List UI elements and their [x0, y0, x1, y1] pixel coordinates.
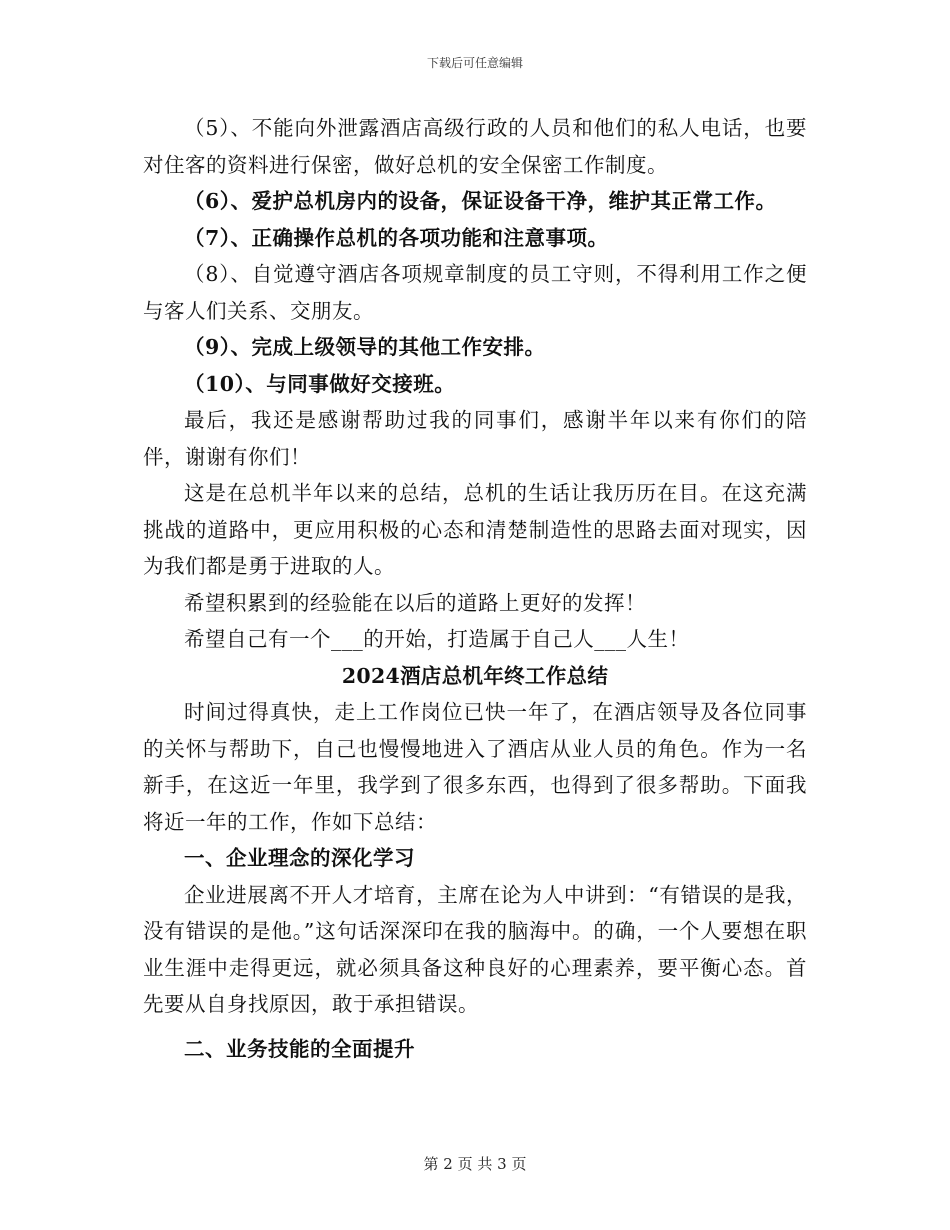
paragraph-item-10: （10）、与同事做好交接班。 [184, 371, 456, 396]
paragraph-item-5: （5）、不能向外泄露酒店高级行政的人员和他们的私人电话，也要对住客的资料进行保密，做好总机的安全保密工作制度。 [143, 116, 807, 177]
paragraph-summary: 这是在总机半年以来的总结，总机的生话让我历历在目。在这充满挑战的道路中，更应用积极的心态和清楚制造性的思路去面对现实，因为我们都是勇于进取的人。 [143, 481, 807, 578]
paragraph-item-6: （6）、爱护总机房内的设备，保证设备干净，维护其正常工作。 [184, 189, 777, 213]
paragraph-section-1: 企业进展离不开人才培育，主席在论为人中讲到：“有错误的是我，没有错误的是他。”这句话深深印在我的脑海中。的确，一个人要想在职业生涯中走得更远，就必须具备这种良好的心理素养，要平衡心态。首先要从自身找原因，敢于承担错误。 [143, 882, 807, 1016]
paragraph-item-9: （9）、完成上级领导的其他工作安排。 [184, 335, 546, 359]
header-note: 下载后可任意编辑 [426, 56, 523, 70]
heading-section-1: 一、企业理念的深化学习 [184, 846, 415, 870]
heading-section-2: 二、业务技能的全面提升 [184, 1036, 415, 1061]
page-number: 第 2 页 共 3 页 [423, 1155, 527, 1173]
paragraph-hope-2: 希望自己有一个___的开始，打造属于自己人___人生！ [184, 627, 690, 651]
paragraph-item-7: （7）、正确操作总机的各项功能和注意事项。 [184, 225, 609, 250]
paragraph-hope-1: 希望积累到的经验能在以后的道路上更好的发挥！ [184, 590, 646, 615]
section-title: 2024酒店总机年终工作总结 [341, 663, 609, 688]
document-body [143, 110, 807, 1067]
paragraph-intro: 时间过得真快，走上工作岗位已快一年了，在酒店领导及各位同事的关怀与帮助下，自己也慢慢地进入了酒店从业人员的角色。作为一名新手，在这近一年里，我学到了很多东西，也得到了很多帮助。下面我将近一年的工作，作如下总结： [143, 700, 807, 834]
paragraph-thanks: 最后，我还是感谢帮助过我的同事们，感谢半年以来有你们的陪伴，谢谢有你们！ [143, 408, 807, 469]
paragraph-item-8: （8）、自觉遵守酒店各项规章制度的员工守则，不得利用工作之便与客人们关系、交朋友。 [143, 262, 807, 323]
